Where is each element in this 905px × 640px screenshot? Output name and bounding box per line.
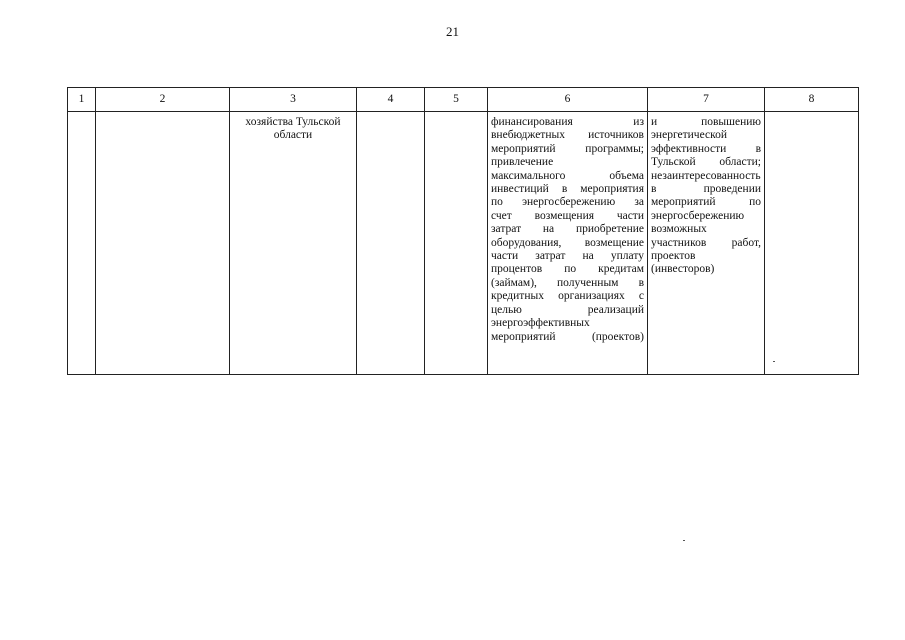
cell-word: реализаций	[587, 303, 644, 316]
cell-word: области;	[719, 156, 761, 169]
cell-word: максимального	[491, 169, 566, 182]
cell-word: целью	[491, 303, 522, 316]
cell-line	[651, 156, 761, 169]
column-header-4: 4	[357, 88, 425, 112]
cell-col-6-text	[491, 116, 644, 344]
cell-word: приобретение	[575, 223, 644, 236]
cell-col-1	[68, 112, 96, 375]
cell-word: возмещение	[584, 236, 644, 249]
scan-speck	[683, 540, 685, 541]
cell-word: оборудования,	[491, 236, 562, 249]
column-header-8: 8	[765, 88, 859, 112]
cell-word: на	[582, 250, 594, 263]
measures-table	[67, 87, 859, 375]
cell-col-4	[357, 112, 425, 375]
cell-col-5	[425, 112, 488, 375]
cell-line	[491, 196, 644, 209]
cell-line: возможных	[651, 223, 707, 236]
cell-line	[491, 263, 644, 276]
cell-word: кредитных	[491, 290, 544, 303]
cell-word: затрат	[491, 223, 522, 236]
column-header-2: 2	[96, 88, 230, 112]
cell-word: мероприятий	[491, 142, 556, 155]
cell-word: полученным	[557, 276, 619, 289]
cell-word: и	[651, 116, 658, 128]
cell-word: в	[561, 183, 568, 196]
cell-line	[491, 129, 644, 142]
cell-word: в	[651, 183, 657, 196]
cell-word: из	[633, 116, 644, 128]
cell-word: на	[542, 223, 555, 236]
cell-word: процентов	[491, 263, 543, 276]
cell-word: в	[755, 142, 761, 155]
cell-word: проведении	[703, 183, 761, 196]
page-number: 21	[446, 24, 459, 39]
cell-word: уплату	[610, 250, 644, 263]
cell-line: энергосбережению	[651, 209, 745, 222]
column-header-6: 6	[488, 88, 648, 112]
cell-word: Тульской	[651, 156, 696, 169]
cell-col-3	[230, 112, 357, 375]
cell-line	[491, 143, 644, 156]
cell-word: с	[638, 290, 644, 303]
cell-word: эффективности	[651, 142, 727, 155]
cell-word: объема	[609, 169, 644, 182]
cell-line	[651, 116, 761, 129]
cell-word: энергосбережению	[522, 196, 616, 209]
cell-line: проектов	[651, 250, 696, 263]
cell-word: мероприятий	[651, 196, 716, 209]
cell-word: инвестиций	[491, 183, 549, 196]
column-header-1: 1	[68, 88, 96, 112]
cell-word: за	[634, 196, 644, 209]
column-header-5: 5	[425, 88, 488, 112]
cell-line: энергетической	[651, 129, 727, 142]
cell-word: организациях	[558, 290, 625, 303]
cell-line: привлечение	[491, 156, 554, 169]
column-header-7: 7	[648, 88, 765, 112]
cell-line	[491, 250, 644, 263]
cell-line	[491, 290, 644, 303]
cell-line: энергоэффективных	[491, 317, 590, 330]
header-row	[68, 88, 859, 112]
cell-line	[491, 223, 644, 236]
cell-word: (займам),	[491, 276, 537, 289]
cell-line	[651, 143, 761, 156]
cell-line	[491, 304, 644, 317]
cell-col-3-text: хозяйства Тульской области	[245, 116, 341, 142]
cell-line	[491, 183, 644, 196]
cell-word: внебюджетных	[491, 129, 565, 142]
cell-word: части	[491, 250, 519, 263]
cell-line	[491, 331, 644, 344]
cell-col-7-text	[651, 116, 761, 277]
cell-word: финансирования	[491, 116, 573, 128]
cell-line: (инвесторов)	[651, 263, 715, 276]
cell-col-2	[96, 112, 230, 375]
cell-word: кредитам	[598, 263, 644, 276]
cell-word: мероприятия	[580, 183, 644, 196]
cell-line	[491, 277, 644, 290]
table-row	[68, 112, 859, 375]
cell-word: в	[638, 276, 644, 289]
cell-line: незаинтересованность	[651, 169, 761, 182]
cell-line	[491, 237, 644, 250]
cell-col-8	[765, 112, 859, 375]
cell-line	[651, 196, 761, 209]
cell-word: возмещения	[534, 209, 595, 222]
cell-word: части	[616, 209, 644, 222]
cell-line	[651, 237, 761, 250]
cell-word: счет	[491, 209, 512, 222]
cell-word: мероприятий	[491, 330, 556, 343]
cell-col-6	[488, 112, 648, 375]
cell-line	[491, 170, 644, 183]
cell-word: повышению	[701, 116, 761, 128]
cell-word: программы;	[585, 142, 644, 155]
cell-word: (проектов)	[591, 330, 644, 343]
scan-speck	[773, 361, 775, 362]
cell-word: работ,	[731, 236, 761, 249]
column-header-3: 3	[230, 88, 357, 112]
cell-word: по	[491, 196, 503, 209]
cell-word: участников	[651, 236, 707, 249]
cell-word: источников	[588, 129, 644, 142]
cell-col-7	[648, 112, 765, 375]
cell-word: по	[749, 196, 761, 209]
cell-word: по	[564, 263, 577, 276]
cell-word: затрат	[535, 250, 566, 263]
cell-line	[651, 183, 761, 196]
cell-line	[491, 116, 644, 129]
cell-line	[491, 210, 644, 223]
